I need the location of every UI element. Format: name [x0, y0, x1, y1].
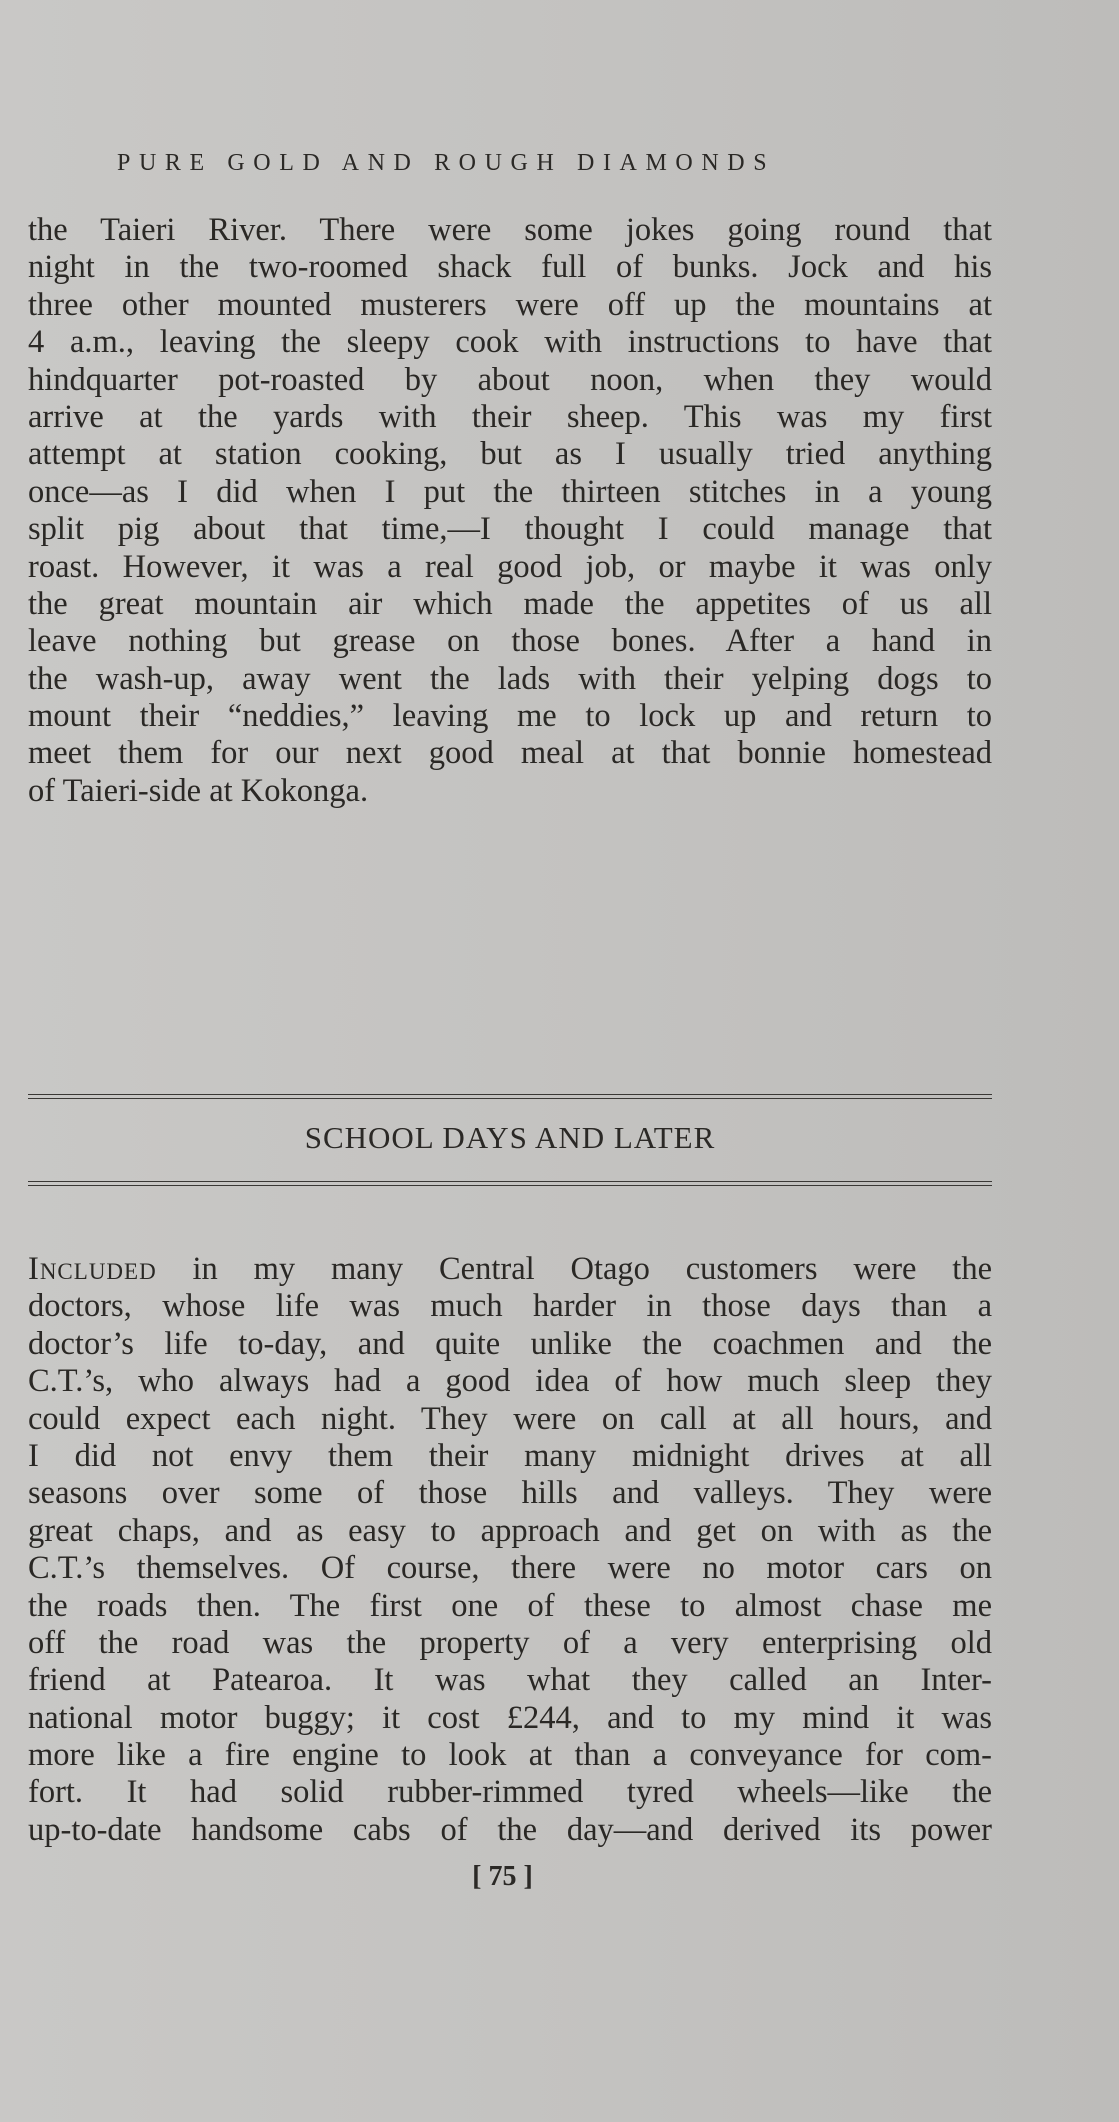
text-line: the wash-up, away went the lads with their yelping dogs to	[28, 660, 992, 697]
text-line: fort. It had solid rubber-rimmed tyred wheels—like the	[28, 1774, 992, 1811]
text-line: friend at Patearoa. It was what they called an Inter-	[28, 1662, 992, 1699]
text-line: C.T.’s themselves. Of course, there were no motor cars on	[28, 1550, 992, 1587]
text-line: roast. However, it was a real good job, or maybe it was only	[28, 548, 992, 585]
rule-line	[28, 1094, 992, 1095]
text-line: could expect each night. They were on call at all hours, and	[28, 1400, 992, 1437]
text-line: off the road was the property of a very enterprising old	[28, 1624, 992, 1661]
text-line: night in the two-roomed shack full of bunks. Jock and his	[28, 249, 992, 286]
text-line: three other mounted musterers were off up the mountains at	[28, 286, 992, 323]
text-line: national motor buggy; it cost £244, and to my mind it was	[28, 1699, 992, 1736]
text-line: the great mountain air which made the appetites of us all	[28, 585, 992, 622]
running-head: PURE GOLD AND ROUGH DIAMONDS	[117, 150, 776, 176]
text-line: more like a fire engine to look at than a conveyance for com-	[28, 1737, 992, 1774]
text-line: hindquarter pot-roasted by about noon, when they would	[28, 361, 992, 398]
text-line	[28, 1251, 992, 1288]
text-line: of Taieri-side at Kokonga.	[28, 772, 369, 809]
section-paragraph	[28, 1251, 992, 1849]
text-line: I did not envy them their many midnight drives at all	[28, 1437, 992, 1474]
rule-line	[28, 1185, 992, 1186]
section-heading: SCHOOL DAYS AND LATER	[304, 1120, 716, 1155]
text-line: split pig about that time,—I thought I could manage that	[28, 511, 992, 548]
text-line: doctor’s life to-day, and quite unlike the coachmen and the	[28, 1325, 992, 1362]
text-line: the roads then. The first one of these to almost chase me	[28, 1587, 992, 1624]
text-line: meet them for our next good meal at that bonnie homestead	[28, 735, 992, 772]
text-line: great chaps, and as easy to approach and get on with as the	[28, 1512, 992, 1549]
text-line: doctors, whose life was much harder in those days than a	[28, 1288, 992, 1325]
rule-line	[28, 1098, 992, 1099]
text-line: the Taieri River. There were some jokes going round that	[28, 212, 992, 248]
rule-line	[28, 1181, 992, 1182]
text-line: attempt at station cooking, but as I usually tried anything	[28, 436, 992, 473]
first-line-rest: in my many Central Otago customers were the	[156, 1251, 992, 1287]
text-line: mount their “neddies,” leaving me to lock up and return to	[28, 698, 992, 735]
text-line: arrive at the yards with their sheep. This was my first	[28, 398, 992, 435]
page-number: [ 75 ]	[472, 1861, 533, 1892]
opening-word: Included	[28, 1251, 157, 1287]
text-line: leave nothing but grease on those bones. After a hand in	[28, 623, 992, 660]
text-line: up-to-date handsome cabs of the day—and derived its power	[28, 1811, 992, 1848]
text-line: seasons over some of those hills and valleys. They were	[28, 1475, 992, 1512]
text-line: 4 a.m., leaving the sleepy cook with instructions to have that	[28, 324, 992, 361]
text-line: C.T.’s, who always had a good idea of how much sleep they	[28, 1363, 992, 1400]
text-line: once—as I did when I put the thirteen stitches in a young	[28, 473, 992, 510]
continued-paragraph	[28, 212, 992, 810]
